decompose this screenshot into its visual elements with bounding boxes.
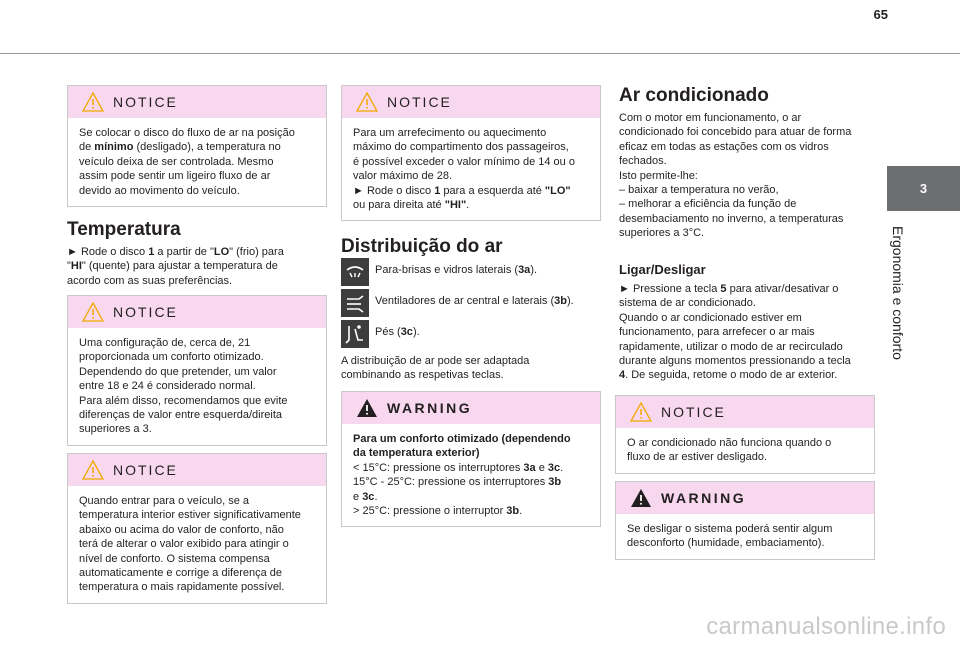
caution-triangle-icon — [356, 92, 378, 112]
text-line: superiores a 3. — [79, 423, 152, 436]
dist-item-feet — [341, 320, 420, 348]
warning-label: WARNING — [661, 490, 747, 506]
temperatura-text — [67, 245, 327, 288]
text-line: Isto permite-lhe: — [619, 169, 698, 182]
warning-header — [342, 392, 600, 424]
caution-triangle-icon — [82, 92, 104, 112]
watermark: carmanualsonline.info — [706, 613, 946, 640]
text-line: 4. De seguida, retome o modo de ar exterior. — [619, 369, 838, 382]
chapter-tab[interactable] — [887, 166, 960, 211]
text-line: eficaz em todas as estações com os vidros — [619, 140, 829, 153]
section-title-ar-condicionado: Ar condicionado — [619, 85, 769, 106]
notice-header — [342, 86, 600, 118]
text-line: ou para direita até "HI". — [353, 199, 470, 212]
chapter-title-text: Ergonomia e conforto — [890, 226, 906, 360]
text-line: valor máximo de 28. — [353, 170, 453, 183]
warning-label: WARNING — [387, 400, 473, 416]
warning-header — [616, 482, 874, 514]
text-line: entre 18 e 24 é considerado normal. — [79, 380, 256, 393]
text-line: desconforto (humidade, embaciamento). — [627, 537, 825, 550]
notice-header — [616, 396, 874, 428]
text-line: sistema de ar condicionado. — [619, 297, 756, 310]
text-line: Se desligar o sistema poderá sentir algum — [627, 523, 833, 535]
notice-body — [68, 118, 326, 206]
caution-triangle-icon — [630, 402, 652, 422]
text-line: Uma configuração de, cerca de, 21 — [79, 337, 251, 349]
text-line: Para além disso, recomendamos que evite — [79, 394, 288, 407]
text-line: condicionado foi concebido para atuar de forma — [619, 126, 852, 139]
section-title-ligar-desligar: Ligar/Desligar — [619, 262, 706, 277]
text-line: < 15°C: pressione os interruptores 3a e 3c. — [353, 461, 564, 474]
warning-body — [616, 514, 874, 559]
dist-item-text: Ventiladores de ar central e laterais (3b). — [375, 295, 574, 307]
text-line: O ar condicionado não funciona quando o — [627, 437, 832, 449]
text-line: nível de conforto. O sistema compensa — [79, 552, 270, 565]
notice-box-configuracao — [67, 295, 327, 446]
notice-label: NOTICE — [387, 94, 452, 110]
text-line: de mínimo (desligado), a temperatura no — [79, 141, 281, 154]
section-title-temperatura: Temperatura — [67, 219, 181, 240]
distribuicao-text — [341, 354, 599, 383]
text-line: diferenças de valor entre esquerda/direita — [79, 409, 283, 422]
text-line: durante alguns momentos pressionando a tecla — [619, 355, 851, 368]
text-line: temperatura interior estiver significativamente — [79, 509, 301, 522]
text-line: A distribuição de ar pode ser adaptada — [341, 355, 530, 367]
windscreen-icon — [341, 258, 369, 286]
dist-item-text: Para-brisas e vidros laterais (3a). — [375, 264, 538, 276]
notice-label: NOTICE — [113, 304, 178, 320]
ar-condicionado-text — [619, 111, 881, 241]
ligar-desligar-text — [619, 282, 881, 383]
notice-box-arrefecimento — [341, 85, 601, 221]
dist-item-windscreen — [341, 258, 537, 286]
notice-header — [68, 86, 326, 118]
text-line: – baixar a temperatura no verão, — [619, 184, 779, 197]
page-number: 65 — [873, 7, 888, 22]
text-line: Para um conforto otimizado (dependendo — [353, 433, 571, 445]
notice-box-compensa — [67, 453, 327, 604]
dist-item-text: Pés (3c). — [375, 326, 420, 338]
text-line: 15°C - 25°C: pressione os interruptores 3b — [353, 476, 562, 489]
notice-body — [68, 486, 326, 603]
text-line: Para um arrefecimento ou aquecimento — [353, 127, 547, 139]
text-line: proporcionada um conforto otimizado. — [79, 351, 264, 364]
text-line: Quando o ar condicionado estiver em — [619, 311, 802, 324]
text-line: rapidamente, utilizar o modo de ar recirculado — [619, 340, 843, 353]
warning-triangle-icon — [356, 398, 378, 418]
chapter-title — [886, 226, 916, 386]
notice-body — [616, 428, 874, 473]
caution-triangle-icon — [82, 460, 104, 480]
text-line: assim pode sentir um ligeiro fluxo de ar — [79, 170, 271, 183]
dist-item-vent — [341, 289, 574, 317]
text-line: funcionamento, para arrefecer o ar mais — [619, 326, 815, 339]
text-line: acordo com as suas preferências. — [67, 274, 233, 287]
text-line: "HI" (quente) para ajustar a temperatura de — [67, 260, 278, 273]
chapter-number: 3 — [919, 181, 928, 196]
text-line: devido ao movimento do veículo. — [79, 184, 240, 197]
text-line: terá de alterar o valor exibido para atingir o — [79, 538, 289, 551]
notice-header — [68, 454, 326, 486]
notice-label: NOTICE — [113, 462, 178, 478]
notice-box-ar-condicionado — [615, 395, 875, 474]
feet-icon — [341, 320, 369, 348]
text-line: automaticamente e corrige a diferença de — [79, 567, 283, 580]
notice-body — [68, 328, 326, 445]
text-line: Quando entrar para o veículo, se a — [79, 495, 249, 507]
section-title-distribuicao: Distribuição do ar — [341, 236, 503, 257]
notice-box-fluxo — [67, 85, 327, 207]
text-line: máximo do compartimento dos passageiros, — [353, 141, 569, 154]
text-line: ► Pressione a tecla 5 para ativar/desativar o — [619, 283, 839, 295]
notice-label: NOTICE — [113, 94, 178, 110]
text-line: temperatura o mais rapidamente possível. — [79, 581, 285, 594]
notice-header — [68, 296, 326, 328]
text-line: e 3c. — [353, 490, 378, 503]
warning-box-desligar — [615, 481, 875, 560]
header-rule — [0, 53, 960, 54]
warning-triangle-icon — [630, 488, 652, 508]
text-line: abaixo ou acima do valor de conforto, não — [79, 523, 284, 536]
text-line: Com o motor em funcionamento, o ar — [619, 112, 802, 124]
vent-icon — [341, 289, 369, 317]
notice-body — [342, 118, 600, 220]
text-line: fechados. — [619, 155, 667, 168]
text-line: é possível exceder o valor mínimo de 14 ou o — [353, 155, 575, 168]
text-line: Se colocar o disco do fluxo de ar na posição — [79, 127, 295, 139]
text-line: fluxo de ar estiver desligado. — [627, 451, 768, 464]
text-line: desembaciamento no inverno, a temperaturas — [619, 212, 844, 225]
text-line: veículo deixa de ser controlada. Mesmo — [79, 155, 274, 168]
text-line: superiores a 3°C. — [619, 227, 705, 240]
caution-triangle-icon — [82, 302, 104, 322]
warning-box-conforto — [341, 391, 601, 527]
text-line: ► Rode o disco 1 a partir de "LO" (frio) para — [67, 246, 284, 258]
notice-label: NOTICE — [661, 404, 726, 420]
text-line: – melhorar a eficiência da função de — [619, 198, 797, 211]
text-line: ► Rode o disco 1 para a esquerda até "LO" — [353, 184, 571, 197]
text-line: > 25°C: pressione o interruptor 3b. — [353, 505, 523, 518]
warning-body — [342, 424, 600, 526]
text-line: combinando as respetivas teclas. — [341, 369, 504, 382]
text-line: da temperatura exterior) — [353, 447, 480, 460]
text-line: Dependendo do que pretender, um valor — [79, 365, 277, 378]
